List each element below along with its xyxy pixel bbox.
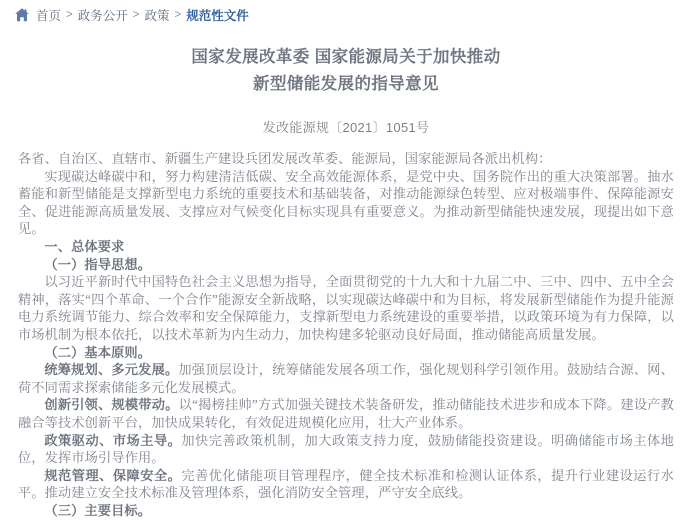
page-title-line-1: 国家发展改革委 国家能源局关于加快推动 — [191, 48, 501, 66]
subsection-heading-1-3: （三）主要目标。 — [44, 502, 152, 518]
page-title-line-2: 新型储能发展的指导意见 — [253, 75, 439, 93]
breadcrumb-item-home[interactable]: 首页 — [36, 9, 62, 23]
principle-paragraph-1 — [18, 361, 674, 396]
principle-title-2: 创新引领、规模带动。 — [44, 397, 179, 413]
principle-title-1: 统筹规划、多元发展。 — [44, 362, 179, 378]
section-heading-1: 一、总体要求 — [44, 238, 125, 254]
principle-body-2: 以“揭榜挂帅”方式加强关键技术装备研发，推动储能技术进步和成本下降。建设产教融合等技术创新平台，加快成果转化，有效促进规模化应用，壮大产业体系。 — [18, 397, 675, 430]
recipients-line: 各省、自治区、直辖市、新疆生产建设兵团发展改革委、能源局，国家能源局各派出机构： — [18, 151, 552, 166]
breadcrumb-separator: > — [174, 9, 182, 21]
subsection-heading-1-1: （一）指导思想。 — [44, 256, 152, 272]
subsection-body-1-1: 以习近平新时代中国特色社会主义思想为指导，全面贯彻党的十九大和十九届二中、三中、四中、五中全会精神，落实“四个革命、一个合作”能源安全新战略，以实现碳达峰碳中和为目标，将发展新型储能作为提升能源电力系统调节能力、综合效率和安全保障能力，支撑新型电力系统建设的重要举措，以政策环境为有力保障，以市场机制为根本依托，以技术革新为内生动力，加快构建多轮驱动良好局面，推动储能高质量发展。 — [18, 274, 674, 342]
principle-paragraph-3 — [18, 432, 674, 467]
breadcrumb-item-normative-documents[interactable]: 规范性文件 — [186, 9, 249, 23]
intro-paragraph: 实现碳达峰碳中和，努力构建清洁低碳、安全高效能源体系，是党中央、国务院作出的重大决策部署。抽水蓄能和新型储能是支撑新型电力系统的重要技术和基础装备，对推动能源绿色转型、应对极端事件、保障能源安全、促进能源高质量发展、支撑应对气候变化目标实现具有重要意义。为推动新型储能快速发展，现提出如下意见。 — [18, 168, 674, 237]
breadcrumb-separator: > — [132, 9, 140, 21]
breadcrumb-item-government-affairs[interactable]: 政务公开 — [77, 9, 128, 23]
principle-body-1: 加强顶层设计，统筹储能发展各项工作，强化规划科学引领作用。鼓励结合源、网、荷不同需求探索储能多元化发展模式。 — [18, 362, 675, 395]
breadcrumb-separator: > — [66, 9, 73, 21]
home-icon[interactable] — [14, 7, 30, 23]
principle-paragraph-2 — [18, 396, 674, 431]
breadcrumb-item-policy[interactable]: 政策 — [144, 9, 170, 23]
breadcrumb — [0, 0, 692, 30]
subsection-heading-1-2: （二）基本原则。 — [44, 344, 152, 360]
principle-title-3: 政策驱动、市场主导。 — [44, 432, 182, 448]
principle-body-4: 完善优化储能项目管理程序，健全技术标准和检测认证体系，提升行业建设运行水平。推动建立安全技术标准及管理体系，强化消防安全管理，严守安全底线。 — [18, 467, 674, 501]
principle-paragraph-4 — [18, 467, 674, 502]
principle-title-4: 规范管理、保障安全。 — [44, 467, 182, 483]
document-number: 发改能源规〔2021〕1051号 — [262, 120, 430, 135]
principle-body-3: 加快完善政策机制，加大政策支持力度，鼓励储能投资建设。明确储能市场主体地位，发挥市场引导作用。 — [18, 432, 674, 466]
page-title — [18, 44, 674, 98]
document-body — [0, 44, 692, 519]
